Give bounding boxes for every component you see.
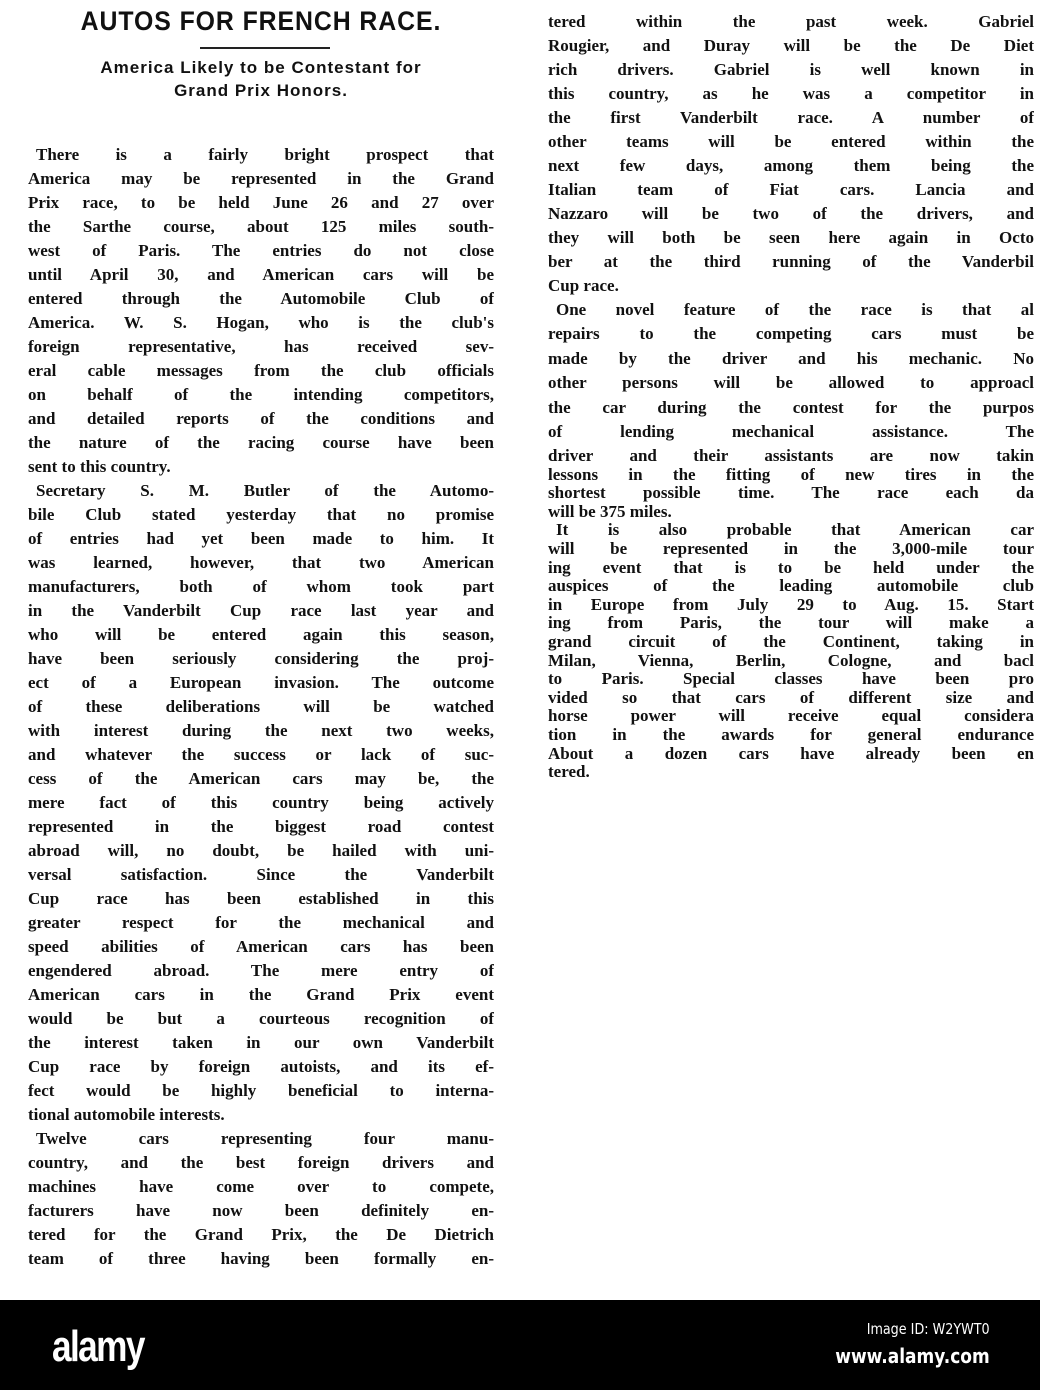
subheadline-line: Grand Prix Honors. [174, 81, 348, 100]
right-column-middle [548, 298, 1034, 444]
text-line: of lending mechanical assistance. The [548, 421, 1034, 441]
subheadline [28, 56, 494, 102]
watermark-bar [0, 1300, 1040, 1390]
text-line: ect of a European invasion. The outcome [28, 673, 494, 692]
text-line: vided so that cars of different size and [548, 687, 1034, 707]
text-line: It is also probable that American car [556, 520, 1034, 540]
text-line: and detailed reports of the conditions and [28, 409, 494, 428]
text-line: abroad will, no doubt, be hailed with uni- [28, 841, 494, 860]
text-line: facturers have now been definitely en- [28, 1201, 494, 1220]
text-line: the first Vanderbilt race. A number of [548, 108, 1034, 127]
text-line: Prix race, to be held June 26 and 27 over [28, 193, 494, 212]
text-line: shortest possible time. The race each da [548, 483, 1034, 503]
text-line: have been seriously considering the proj- [28, 649, 494, 668]
text-line: west of Paris. The entries do not close [28, 241, 494, 260]
text-line: will be 375 miles. [548, 501, 672, 521]
text-line: America. W. S. Hogan, who is the club's [28, 313, 494, 332]
alamy-logo: alamy [52, 1322, 144, 1371]
text-line: they will both be seen here again in Octo [548, 228, 1034, 247]
text-line: greater respect for the mechanical and [28, 913, 494, 932]
text-line: in Europe from July 29 to Aug. 15. Start [548, 594, 1034, 614]
text-line: tered for the Grand Prix, the De Dietrich [28, 1225, 494, 1244]
text-line: There is a fairly bright prospect that [36, 145, 494, 164]
text-line: the nature of the racing course have been [28, 433, 494, 452]
text-line: who will be entered again this season, [28, 625, 494, 644]
text-line: Cup race has been established in this [28, 889, 494, 908]
text-line: this country, as he was a competitor in [548, 84, 1034, 103]
text-line: in the Vanderbilt Cup race last year and [28, 601, 494, 620]
right-column-bottom [548, 447, 1034, 782]
image-id: Image ID: W2YWT0 [867, 1320, 990, 1338]
text-line: on behalf of the intending competitors, [28, 385, 494, 404]
text-line: of entries had yet been made to him. It [28, 529, 494, 548]
text-line: would be but a courteous recognition of [28, 1009, 494, 1028]
text-line: American cars in the Grand Prix event [28, 985, 494, 1004]
text-line: manufacturers, both of whom took part [28, 577, 494, 596]
text-line: the Sarthe course, about 125 miles south- [28, 217, 494, 236]
text-line: the car during the contest for the purpos [548, 397, 1034, 417]
text-line: foreign representative, has received sev- [28, 337, 494, 356]
text-line: other persons will be allowed to approacl [548, 373, 1034, 393]
text-line: bile Club stated yesterday that no promise [28, 505, 494, 524]
text-line: tion in the awards for general endurance [548, 724, 1034, 744]
text-line: other teams will be entered within the [548, 132, 1034, 151]
text-line: to Paris. Special classes have been pro [548, 669, 1034, 689]
text-line: Nazzaro will be two of the drivers, and [548, 204, 1034, 223]
text-line: fect would be highly beneficial to interna- [28, 1081, 494, 1100]
text-line: team of three having been formally en- [28, 1249, 494, 1268]
text-line: next few days, among them being the [548, 156, 1034, 175]
text-line: represented in the biggest road contest [28, 817, 494, 836]
right-column-top [548, 10, 1034, 298]
text-line: Secretary S. M. Butler of the Automo- [36, 481, 494, 500]
text-line: driver and their assistants are now takin [548, 447, 1034, 465]
text-line: will be represented in the 3,000-mile tour [548, 538, 1034, 558]
text-line: ing from Paris, the tour will make a [548, 613, 1034, 633]
text-line: rich drivers. Gabriel is well known in [548, 60, 1034, 79]
text-line: versal satisfaction. Since the Vanderbilt [28, 865, 494, 884]
text-line: the interest taken in our own Vanderbilt [28, 1033, 494, 1052]
text-line: was learned, however, that two American [28, 553, 494, 572]
text-line: Cup race by foreign autoists, and its ef- [28, 1057, 494, 1076]
watermark-url: www.alamy.com [835, 1344, 990, 1368]
text-line: America may be represented in the Grand [28, 169, 494, 188]
text-line: machines have come over to compete, [28, 1177, 494, 1196]
text-line: grand circuit of the Continent, taking in [548, 631, 1034, 651]
text-line: mere fact of this country being actively [28, 793, 494, 812]
text-line: About a dozen cars have already been en [548, 743, 1034, 763]
text-line: Rougier, and Duray will be the De Diet [548, 36, 1034, 55]
text-line: with interest during the next two weeks, [28, 721, 494, 740]
text-line: sent to this country. [28, 457, 171, 476]
text-line: speed abilities of American cars has been [28, 937, 494, 956]
text-line: tered within the past week. Gabriel [548, 12, 1034, 31]
left-column [28, 143, 494, 1271]
headline: AUTOS FOR FRENCH RACE. [80, 6, 442, 36]
text-line: engendered abroad. The mere entry of [28, 961, 494, 980]
text-line: ber at the third running of the Vanderbil [548, 252, 1034, 271]
text-line: One novel feature of the race is that al [556, 300, 1034, 319]
text-line: cess of the American cars may be, the [28, 769, 494, 788]
text-line: Twelve cars representing four manu- [36, 1129, 494, 1148]
text-line: auspices of the leading automobile club [548, 576, 1034, 596]
text-line: of these deliberations will be watched [28, 697, 494, 716]
text-line: eral cable messages from the club officials [28, 361, 494, 380]
text-line: ing event that is to be held under the [548, 557, 1034, 577]
headline-divider [200, 47, 330, 49]
text-line: country, and the best foreign drivers and [28, 1153, 494, 1172]
subheadline-line: America Likely to be Contestant for [100, 58, 422, 77]
text-line: repairs to the competing cars must be [548, 324, 1034, 344]
text-line: tional automobile interests. [28, 1105, 225, 1124]
text-line: tered. [548, 762, 590, 782]
text-line: Cup race. [548, 276, 619, 295]
text-line: Milan, Vienna, Berlin, Cologne, and bacl [548, 650, 1034, 670]
text-line: and whatever the success or lack of suc- [28, 745, 494, 764]
text-line: horse power will receive equal considera [548, 706, 1034, 726]
text-line: lessons in the fitting of new tires in the [548, 464, 1034, 484]
text-line: made by the driver and his mechanic. No [548, 348, 1034, 368]
text-line: until April 30, and American cars will be [28, 265, 494, 284]
text-line: entered through the Automobile Club of [28, 289, 494, 308]
text-line: Italian team of Fiat cars. Lancia and [548, 180, 1034, 199]
